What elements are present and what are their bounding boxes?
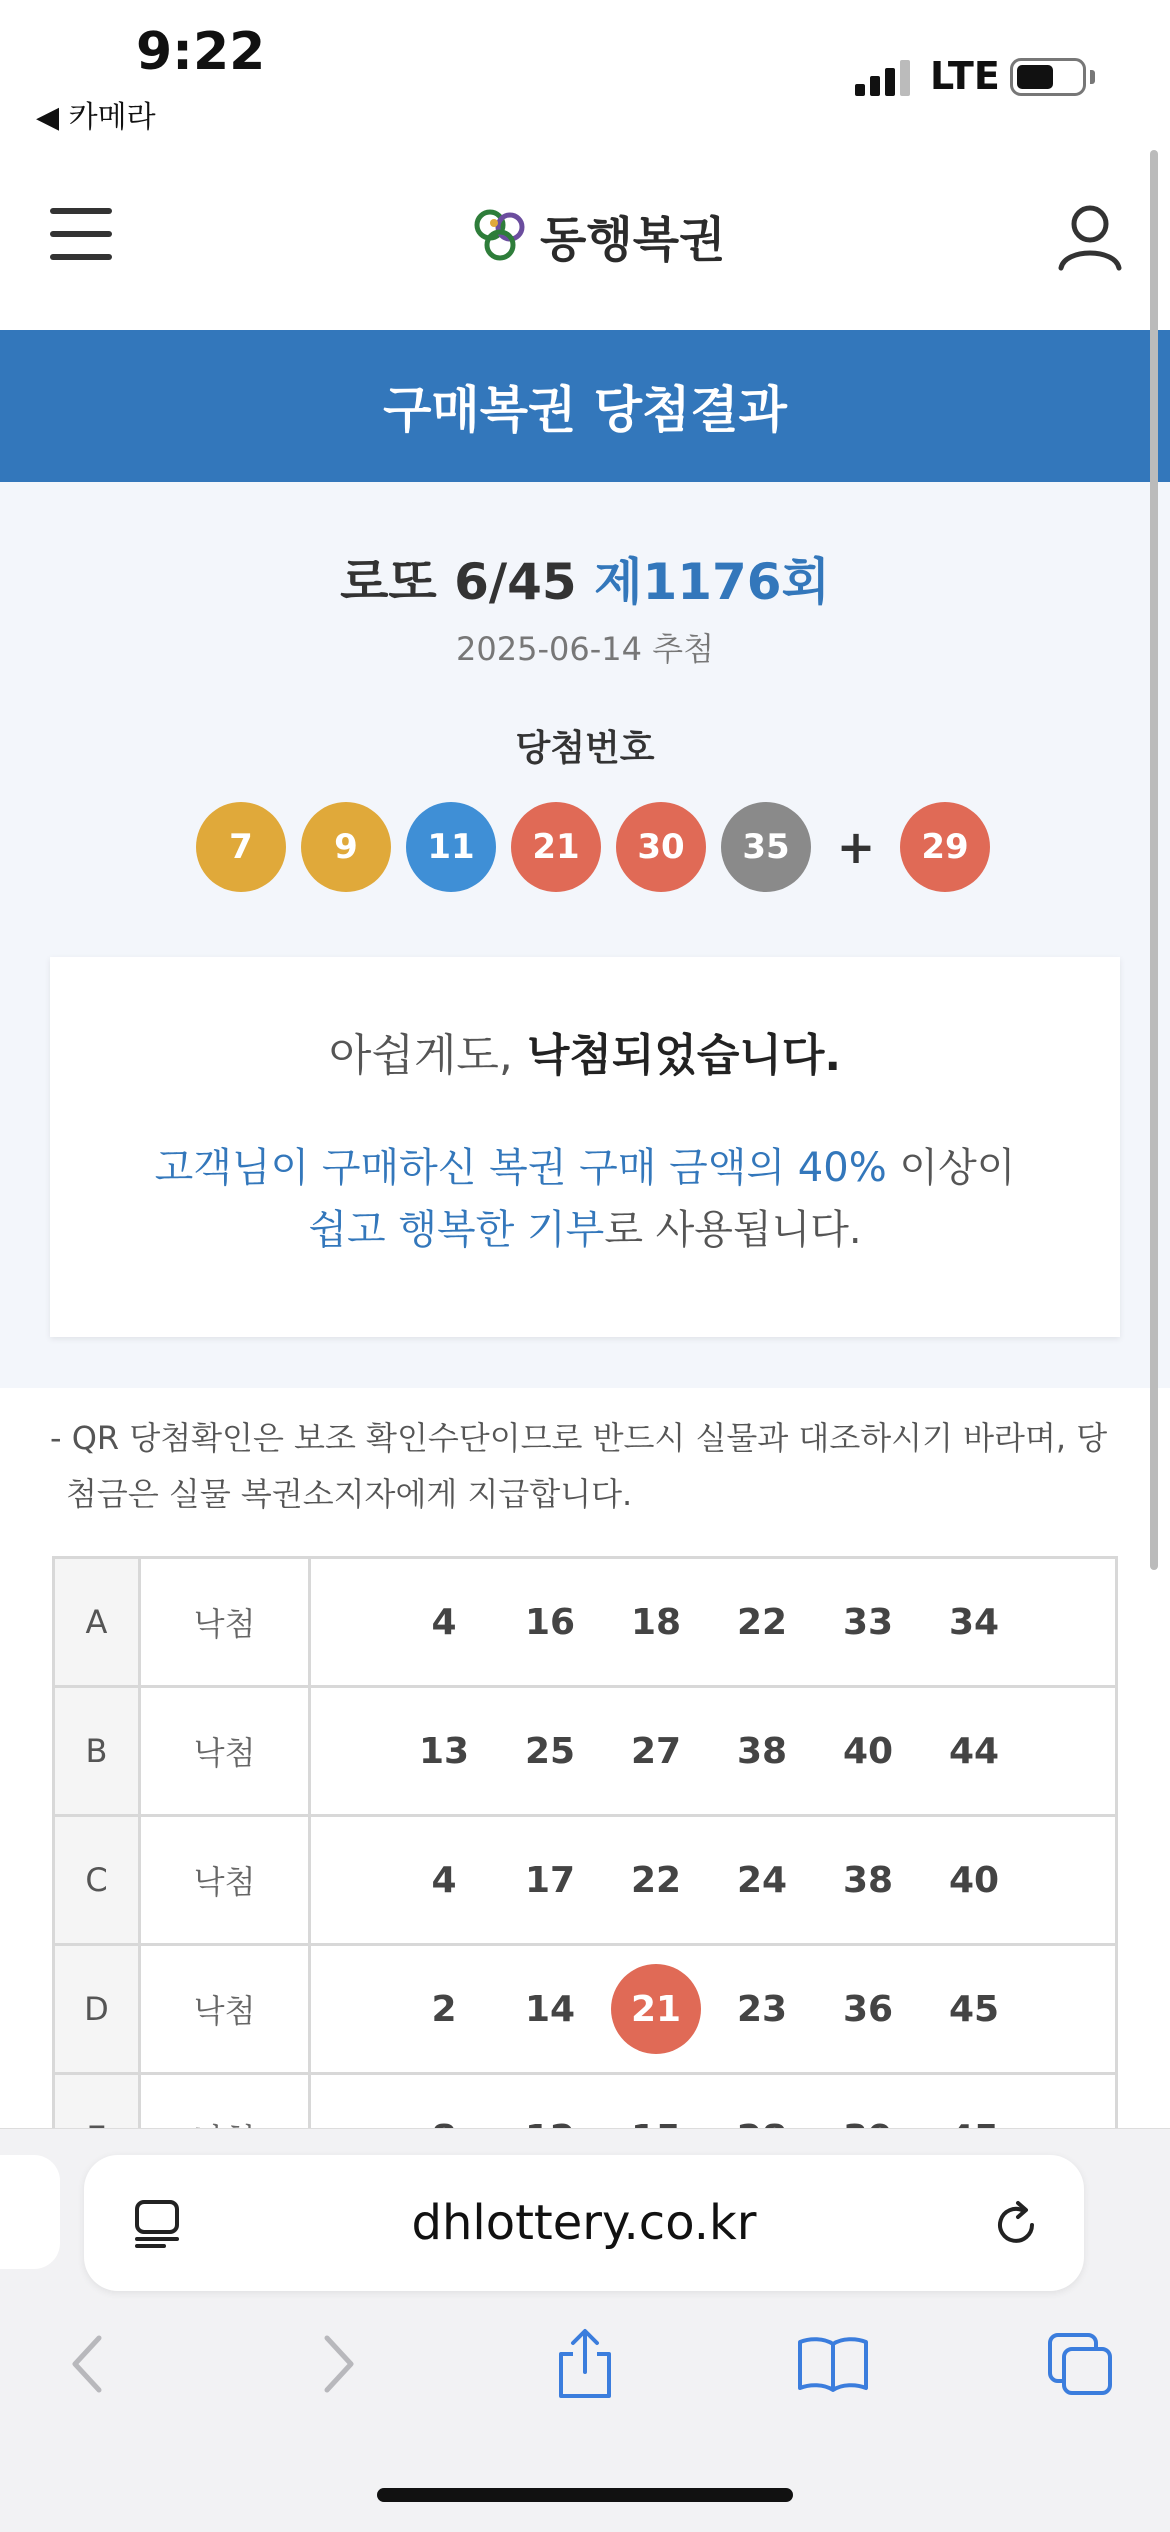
game-name: 로또 6/45 [340, 553, 577, 611]
chevron-right-icon [319, 2334, 359, 2394]
winning-number-ball: 21 [511, 802, 601, 892]
ticket-number: 33 [842, 1601, 894, 1643]
ticket-numbers-cell [310, 1945, 1117, 2074]
ticket-number: 14 [524, 1988, 576, 2030]
draw-round-heading [0, 542, 1170, 614]
ticket-results-table [52, 1556, 1118, 2204]
battery-cap [1090, 70, 1095, 84]
ticket-number: 23 [736, 1988, 788, 2030]
tabs-icon [1046, 2331, 1116, 2397]
share-button[interactable] [540, 2319, 630, 2409]
winning-number-ball: 30 [616, 802, 706, 892]
ticket-row [54, 1687, 1117, 1816]
ticket-number: 22 [630, 1859, 682, 1901]
ticket-row [54, 1816, 1117, 1945]
matched-number-ball: 21 [611, 1964, 701, 2054]
ticket-number: 38 [842, 1859, 894, 1901]
ticket-number: 44 [948, 1730, 1000, 1772]
donation-text-2: 로 사용됩니다. [604, 1207, 862, 1253]
ticket-number: 34 [948, 1601, 1000, 1643]
share-icon [555, 2328, 615, 2400]
ticket-numbers-cell [310, 1816, 1117, 1945]
browser-bottom-bar [0, 2128, 1170, 2532]
ticket-number: 18 [630, 1601, 682, 1643]
ticket-game-label: C [54, 1816, 140, 1945]
back-button[interactable] [42, 2319, 132, 2409]
ticket-row [54, 1558, 1117, 1687]
ticket-row [54, 1945, 1117, 2074]
draw-date: 2025-06-14 추첨 [456, 630, 714, 668]
chevron-left-icon [67, 2334, 107, 2394]
ticket-status: 낙첨 [140, 1945, 310, 2074]
ticket-number: 4 [431, 1859, 457, 1901]
ticket-number: 45 [948, 1988, 1000, 2030]
home-indicator[interactable] [377, 2488, 793, 2502]
bonus-plus-sign: + [836, 820, 876, 874]
clover-logo-icon [470, 205, 530, 265]
site-header [0, 150, 1170, 330]
winning-number-ball: 7 [196, 802, 286, 892]
ticket-number: 4 [431, 1601, 457, 1643]
ticket-number-matched [603, 1964, 709, 2054]
site-logo[interactable] [470, 200, 725, 270]
winning-number-ball: 11 [406, 802, 496, 892]
ticket-game-label: B [54, 1687, 140, 1816]
donation-text: 이상이 [886, 1145, 1016, 1191]
donation-highlight-2: 쉽고 행복한 기부 [308, 1207, 605, 1253]
qr-notice: - QR 당첨확인은 보조 확인수단이므로 반드시 실물과 대조하시기 바라며, 당첨금은 실물 복권소지자에게 지급합니다. [50, 1419, 1108, 1513]
ticket-number: 36 [842, 1988, 894, 2030]
ticket-number: 40 [948, 1859, 1000, 1901]
ticket-number: 40 [842, 1730, 894, 1772]
donation-message [50, 1137, 1120, 1261]
ticket-number: 24 [736, 1859, 788, 1901]
ticket-numbers-cell [310, 1558, 1117, 1687]
result-message-card [50, 957, 1120, 1337]
ticket-status: 낙첨 [140, 1816, 310, 1945]
ticket-numbers-cell [310, 1687, 1117, 1816]
forward-button[interactable] [294, 2319, 384, 2409]
winning-number-ball: 35 [721, 802, 811, 892]
ticket-number: 13 [418, 1730, 470, 1772]
ticket-number: 16 [524, 1601, 576, 1643]
tabs-button[interactable] [1036, 2319, 1126, 2409]
bonus-number-ball: 29 [900, 802, 990, 892]
winning-number-ball: 9 [301, 802, 391, 892]
bookmarks-button[interactable] [788, 2319, 878, 2409]
logo-text: 동행복권 [540, 211, 726, 268]
ticket-game-label: A [54, 1558, 140, 1687]
ticket-game-label: D [54, 1945, 140, 2074]
network-type: LTE [930, 54, 1000, 98]
back-to-camera-link[interactable]: ◀ 카메라 [36, 100, 156, 135]
message-prefix: 아쉽게도, [328, 1030, 527, 1081]
reload-icon[interactable] [990, 2199, 1042, 2251]
address-bar[interactable] [84, 2155, 1084, 2291]
page-title: 구매복권 당첨결과 [383, 381, 787, 439]
ticket-number: 25 [524, 1730, 576, 1772]
user-icon[interactable] [1055, 202, 1125, 272]
url-text: dhlottery.co.kr [411, 2195, 757, 2251]
page-scrollbar[interactable] [1150, 150, 1158, 1570]
status-bar [0, 0, 1170, 150]
winning-numbers-label: 당첨번호 [515, 728, 655, 769]
ticket-number: 22 [736, 1601, 788, 1643]
donation-highlight: 고객님이 구매하신 복권 구매 금액의 40% [154, 1145, 887, 1191]
round-number: 제1176회 [594, 553, 830, 611]
browser-toolbar [0, 2319, 1170, 2429]
book-icon [796, 2334, 870, 2394]
page-title-bar [0, 330, 1170, 482]
result-section [0, 482, 1170, 1388]
status-time: 9:22 [136, 22, 266, 82]
ticket-number: 27 [630, 1730, 682, 1772]
menu-icon[interactable] [50, 208, 112, 260]
ticket-status: 낙첨 [140, 1558, 310, 1687]
ticket-number: 38 [736, 1730, 788, 1772]
ticket-number: 2 [431, 1988, 457, 2030]
cellular-signal-icon [855, 60, 915, 96]
message-result: 낙첨되었습니다. [526, 1030, 842, 1081]
previous-tab-preview[interactable] [0, 2155, 60, 2269]
ticket-number: 17 [524, 1859, 576, 1901]
result-message [50, 1019, 1120, 1083]
ticket-status: 낙첨 [140, 1687, 310, 1816]
battery-icon [1010, 58, 1086, 96]
